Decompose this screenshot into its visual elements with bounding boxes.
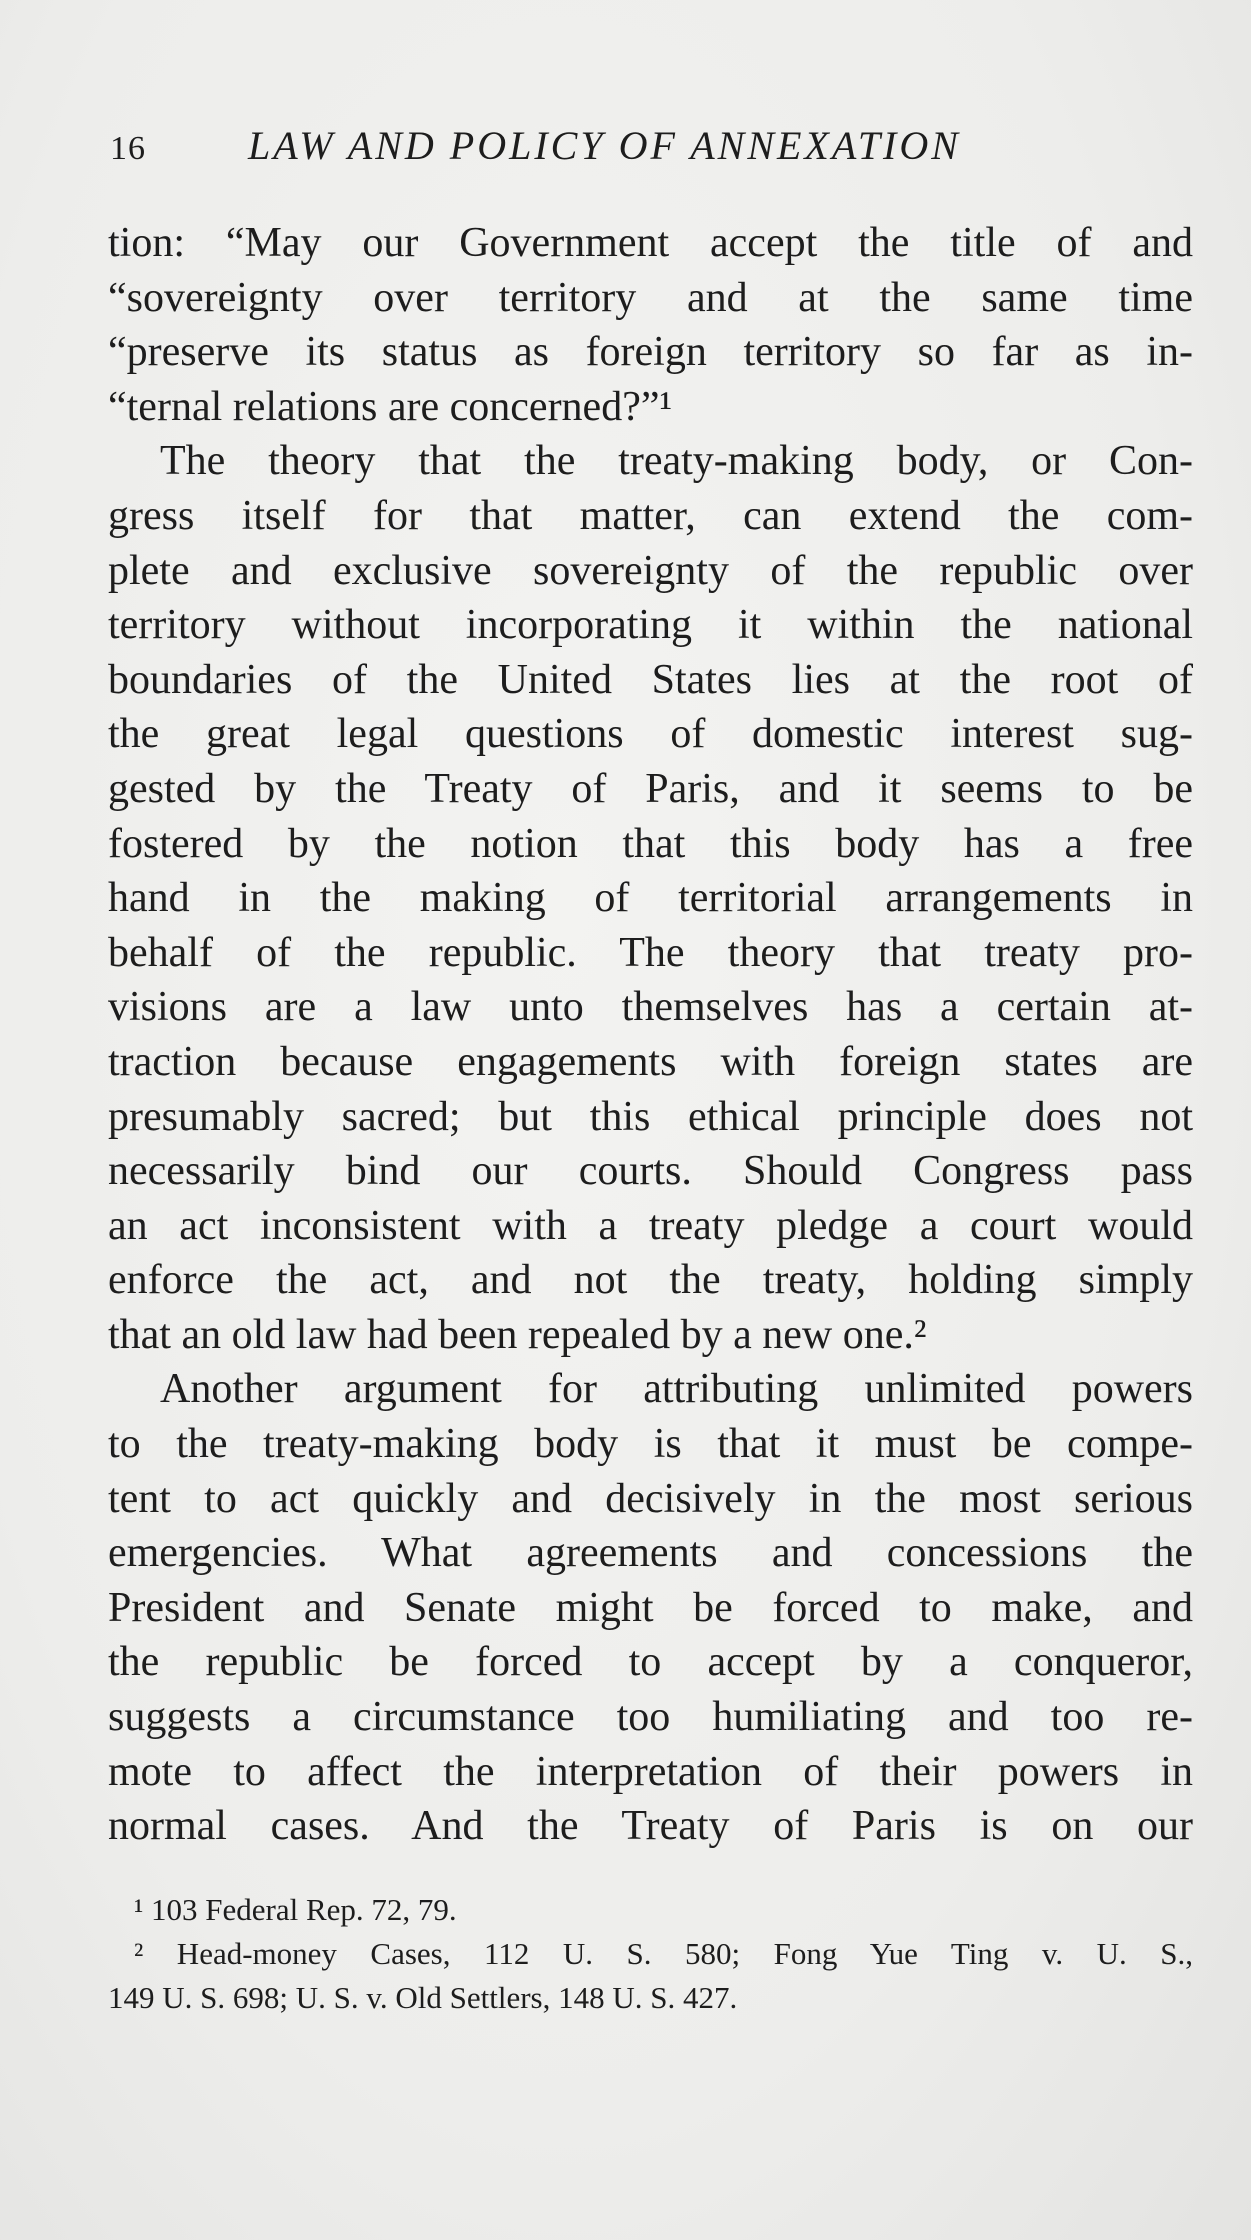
text-line: tion: “May our Government accept the title of and xyxy=(108,220,1193,266)
text-line: necessarily bind our courts. Should Congress pass xyxy=(108,1148,1193,1195)
text-line: “preserve its status as foreign territory so far as in- xyxy=(108,329,1193,376)
text-line: mote to affect the interpretation of their powers in xyxy=(108,1748,1193,1795)
text-line: territory without incorporating it within the national xyxy=(108,602,1193,649)
text-line: suggests a circumstance too humiliating and too re- xyxy=(108,1694,1193,1741)
text-line: The theory that the treaty-making body, or Con- xyxy=(160,438,1193,485)
text-line: normal cases. And the Treaty of Paris is on our xyxy=(108,1803,1193,1850)
text-line: tent to act quickly and decisively in the most serious xyxy=(108,1475,1193,1522)
text-line: plete and exclusive sovereignty of the republic over xyxy=(108,547,1193,594)
body-text xyxy=(108,216,1193,1854)
text-line: enforce the act, and not the treaty, holding simply xyxy=(108,1257,1193,1304)
text-line: boundaries of the United States lies at the root of xyxy=(108,656,1193,703)
text-line: fostered by the notion that this body has a free xyxy=(108,820,1193,867)
footnotes xyxy=(108,1888,1193,2020)
page-header xyxy=(110,122,1110,170)
text-line: gress itself for that matter, can extend the com- xyxy=(108,492,1193,539)
footnote-1: ¹ 103 Federal Rep. 72, 79. xyxy=(134,1892,457,1927)
text-line: hand in the making of territorial arrangements in xyxy=(108,875,1193,922)
text-line: Another argument for attributing unlimited powers xyxy=(160,1366,1193,1413)
text-line: “sovereignty over territory and at the same time xyxy=(108,274,1193,321)
footnote-2: ² Head-money Cases, 112 U. S. 580; Fong Yue Ting v. U. S., xyxy=(134,1936,1193,1971)
running-title: LAW AND POLICY OF ANNEXATION xyxy=(248,123,961,168)
page-number: 16 xyxy=(110,130,146,167)
text-line: an act inconsistent with a treaty pledge a court would xyxy=(108,1202,1193,1249)
text-line: to the treaty-making body is that it must be compe- xyxy=(108,1421,1193,1468)
footnote-2-continued: 149 U. S. 698; U. S. v. Old Settlers, 148 U. S. 427. xyxy=(108,1980,738,2015)
text-line: “ternal relations are concerned?”¹ xyxy=(108,383,673,430)
text-line: the great legal questions of domestic interest sug- xyxy=(108,711,1193,758)
text-line: presumably sacred; but this ethical principle does not xyxy=(108,1093,1193,1140)
text-line: the republic be forced to accept by a conqueror, xyxy=(108,1639,1193,1686)
text-line: behalf of the republic. The theory that treaty pro- xyxy=(108,929,1193,976)
text-line: President and Senate might be forced to make, and xyxy=(108,1584,1193,1631)
text-line: visions are a law unto themselves has a certain at- xyxy=(108,984,1193,1031)
text-line: traction because engagements with foreign states are xyxy=(108,1038,1193,1085)
text-line: emergencies. What agreements and concessions the xyxy=(108,1530,1193,1577)
text-line: gested by the Treaty of Paris, and it seems to be xyxy=(108,765,1193,812)
text-line: that an old law had been repealed by a new one.² xyxy=(108,1311,927,1358)
